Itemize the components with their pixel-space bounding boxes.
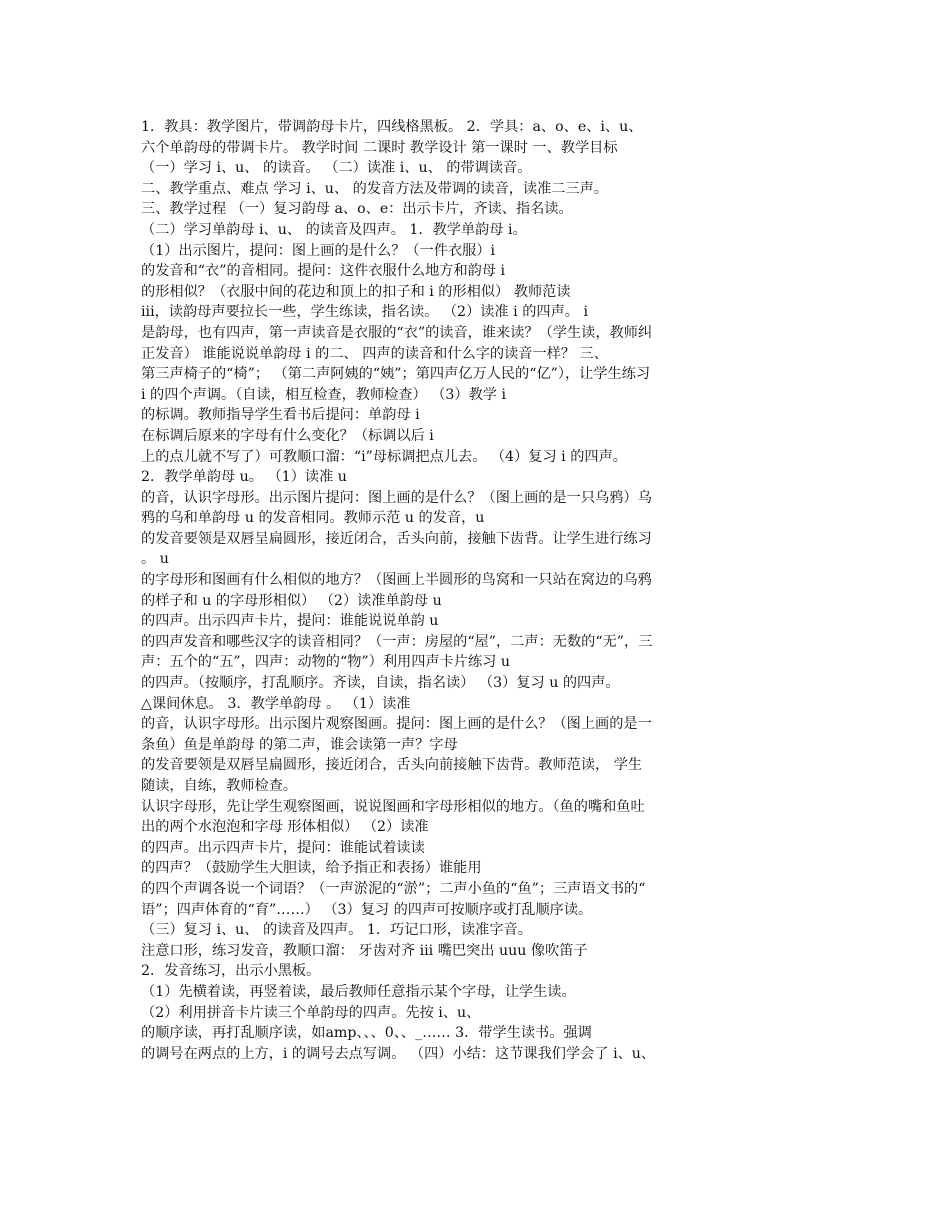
text-line: 的形相似？（衣服中间的花边和顶上的扣子和 i 的形相似） 教师范读 <box>141 283 571 300</box>
text-line: 的发音和“衣”的音相同。提问：这件衣服什么地方和韵母 i <box>141 263 506 280</box>
text-line: 的标调。教师指导学生看书后提问：单韵母 i <box>141 407 420 424</box>
text-line: 2．教学单韵母 u。 （1）读准 u <box>141 469 347 486</box>
text-line: （1）出示图片，提问：图上画的是什么？（一件衣服）i <box>141 242 496 259</box>
text-line: 2．发音练习，出示小黑板。 <box>141 963 321 980</box>
text-line: 的字母形和图画有什么相似的地方？（图画上半圆形的鸟窝和一只站在窝边的乌鸦 <box>141 572 652 589</box>
text-line: 鸦的乌和单韵母 u 的发音相同。教师示范 u 的发音，u <box>141 510 485 527</box>
text-line: 出的两个水泡泡和字母 形体相似） （2）读准 <box>141 819 429 836</box>
text-line: 三、教学过程 （一）复习韵母 a、o、e：出示卡片，齐读、指名读。 <box>141 201 573 218</box>
text-line: （1）先横着读，再竖着读，最后教师任意指示某个字母，让学生读。 <box>141 983 576 1000</box>
text-line: 的四声？（鼓励学生大胆读，给予指正和表扬）谁能用 <box>141 860 482 877</box>
text-line: 六个单韵母的带调卡片。 教学时间 二课时 教学设计 第一课时 一、教学目标 <box>141 139 618 156</box>
text-line: 声：五个的“五”，四声：动物的“物”）利用四声卡片练习 u <box>141 654 510 671</box>
text-line: 正发音） 谁能说说单韵母 i 的二、 四声的读音和什么字的读音一样？ 三、 <box>141 345 608 362</box>
text-line: 上的点儿就不写了）可教顺口溜：“i”母标调把点儿去。 （4）复习 i 的四声。 <box>141 448 627 465</box>
text-line: 的音，认识字母形。出示图片观察图画。提问：图上画的是什么？（图上画的是一 <box>141 716 652 733</box>
text-line: 的四声。（按顺序，打乱顺序。齐读，自读，指名读） （3）复习 u 的四声。 <box>141 675 620 692</box>
text-line: 1．教具：教学图片，带调韵母卡片，四线格黑板。 2．学具：a、o、e、i、u、 <box>141 119 643 135</box>
text-line: 的四声发音和哪些汉字的读音相同？（一声：房屋的“屋”，二声：无数的“无”，三 <box>141 633 653 650</box>
text-line: 的四声。出示四声卡片，提问：谁能试着读读 <box>141 839 425 856</box>
text-line: 随读，自练，教师检查。 <box>141 778 298 794</box>
text-line: 在标调后原来的字母有什么变化？（标调以后 i <box>141 427 434 444</box>
text-line: 的顺序读，再打乱顺序读，如amp、、、0、、_…… 3．带学生读书。强调 <box>141 1025 592 1042</box>
document-body <box>141 117 811 1064</box>
text-line: （2）利用拼音卡片读三个单韵母的四声。先按 i、u、 <box>141 1004 481 1021</box>
text-line: 第三声椅子的“椅”； （第二声阿姨的“姨”；第四声亿万人民的“亿”），让学生练习 <box>141 366 651 383</box>
text-line: iii，读韵母声要拉长一些，学生练读，指名读。 （2）读准 i 的四声。 i <box>141 304 589 321</box>
text-line: 的调号在两点的上方，i 的调号去点写调。 （四）小结：这节课我们学会了 i、u、 <box>141 1045 656 1062</box>
text-line: △课间休息。 3．教学单韵母 。 （1）读准 <box>141 695 411 712</box>
text-line: （二）学习单韵母 i、u、 的读音及四声。 1．教学单韵母 i。 <box>141 221 527 238</box>
text-line: （三）复习 i、u、 的读音及四声。 1．巧记口形，读准字音。 <box>141 922 532 939</box>
text-line: 的四个声调各说一个词语？（一声淤泥的“淤”；二声小鱼的“鱼”；三声语文书的“ <box>141 880 646 897</box>
text-line: 的发音要领是双唇呈扁圆形，接近闭合，舌头向前接触下齿背。教师范读， 学生 <box>141 757 643 774</box>
text-line: 的发音要领是双唇呈扁圆形，接近闭合，舌头向前，接触下齿背。让学生进行练习 <box>141 530 652 547</box>
text-line: 二、教学重点、难点 学习 i、u、 的发音方法及带调的读音，读准二三声。 <box>141 180 609 197</box>
text-line: i 的四个声调。（自读，相互检查，教师检查） （3）教学 i <box>141 386 507 403</box>
text-line: 语”；四声体育的“育”……） （3）复习 的四声可按顺序或打乱顺序读。 <box>141 901 593 918</box>
text-line: 的音，认识字母形。出示图片提问：图上画的是什么？（图上画的是一只乌鸦）乌 <box>141 489 652 506</box>
text-line: 。 u <box>141 551 169 568</box>
text-line: 的样子和 u 的字母形相似） （2）读准单韵母 u <box>141 592 442 609</box>
text-line: 条鱼）鱼是单韵母 的第二声，谁会读第一声？字母 <box>141 736 458 753</box>
text-line: 认识字母形，先让学生观察图画，说说图画和字母形相似的地方。（鱼的嘴和鱼吐 <box>141 798 645 815</box>
text-line: （一）学习 i、u、 的读音。 （二）读准 i、u、 的带调读音。 <box>141 160 532 177</box>
text-line: 的四声。出示四声卡片，提问：谁能说说单韵 u <box>141 613 439 630</box>
text-line: 注意口形，练习发音，教顺口溜： 牙齿对齐 iii 嘴巴突出 uuu 像吹笛子 <box>141 942 588 959</box>
text-line: 是韵母，也有四声，第一声读音是衣服的“衣”的读音，谁来读？（学生读，教师纠 <box>141 324 653 341</box>
